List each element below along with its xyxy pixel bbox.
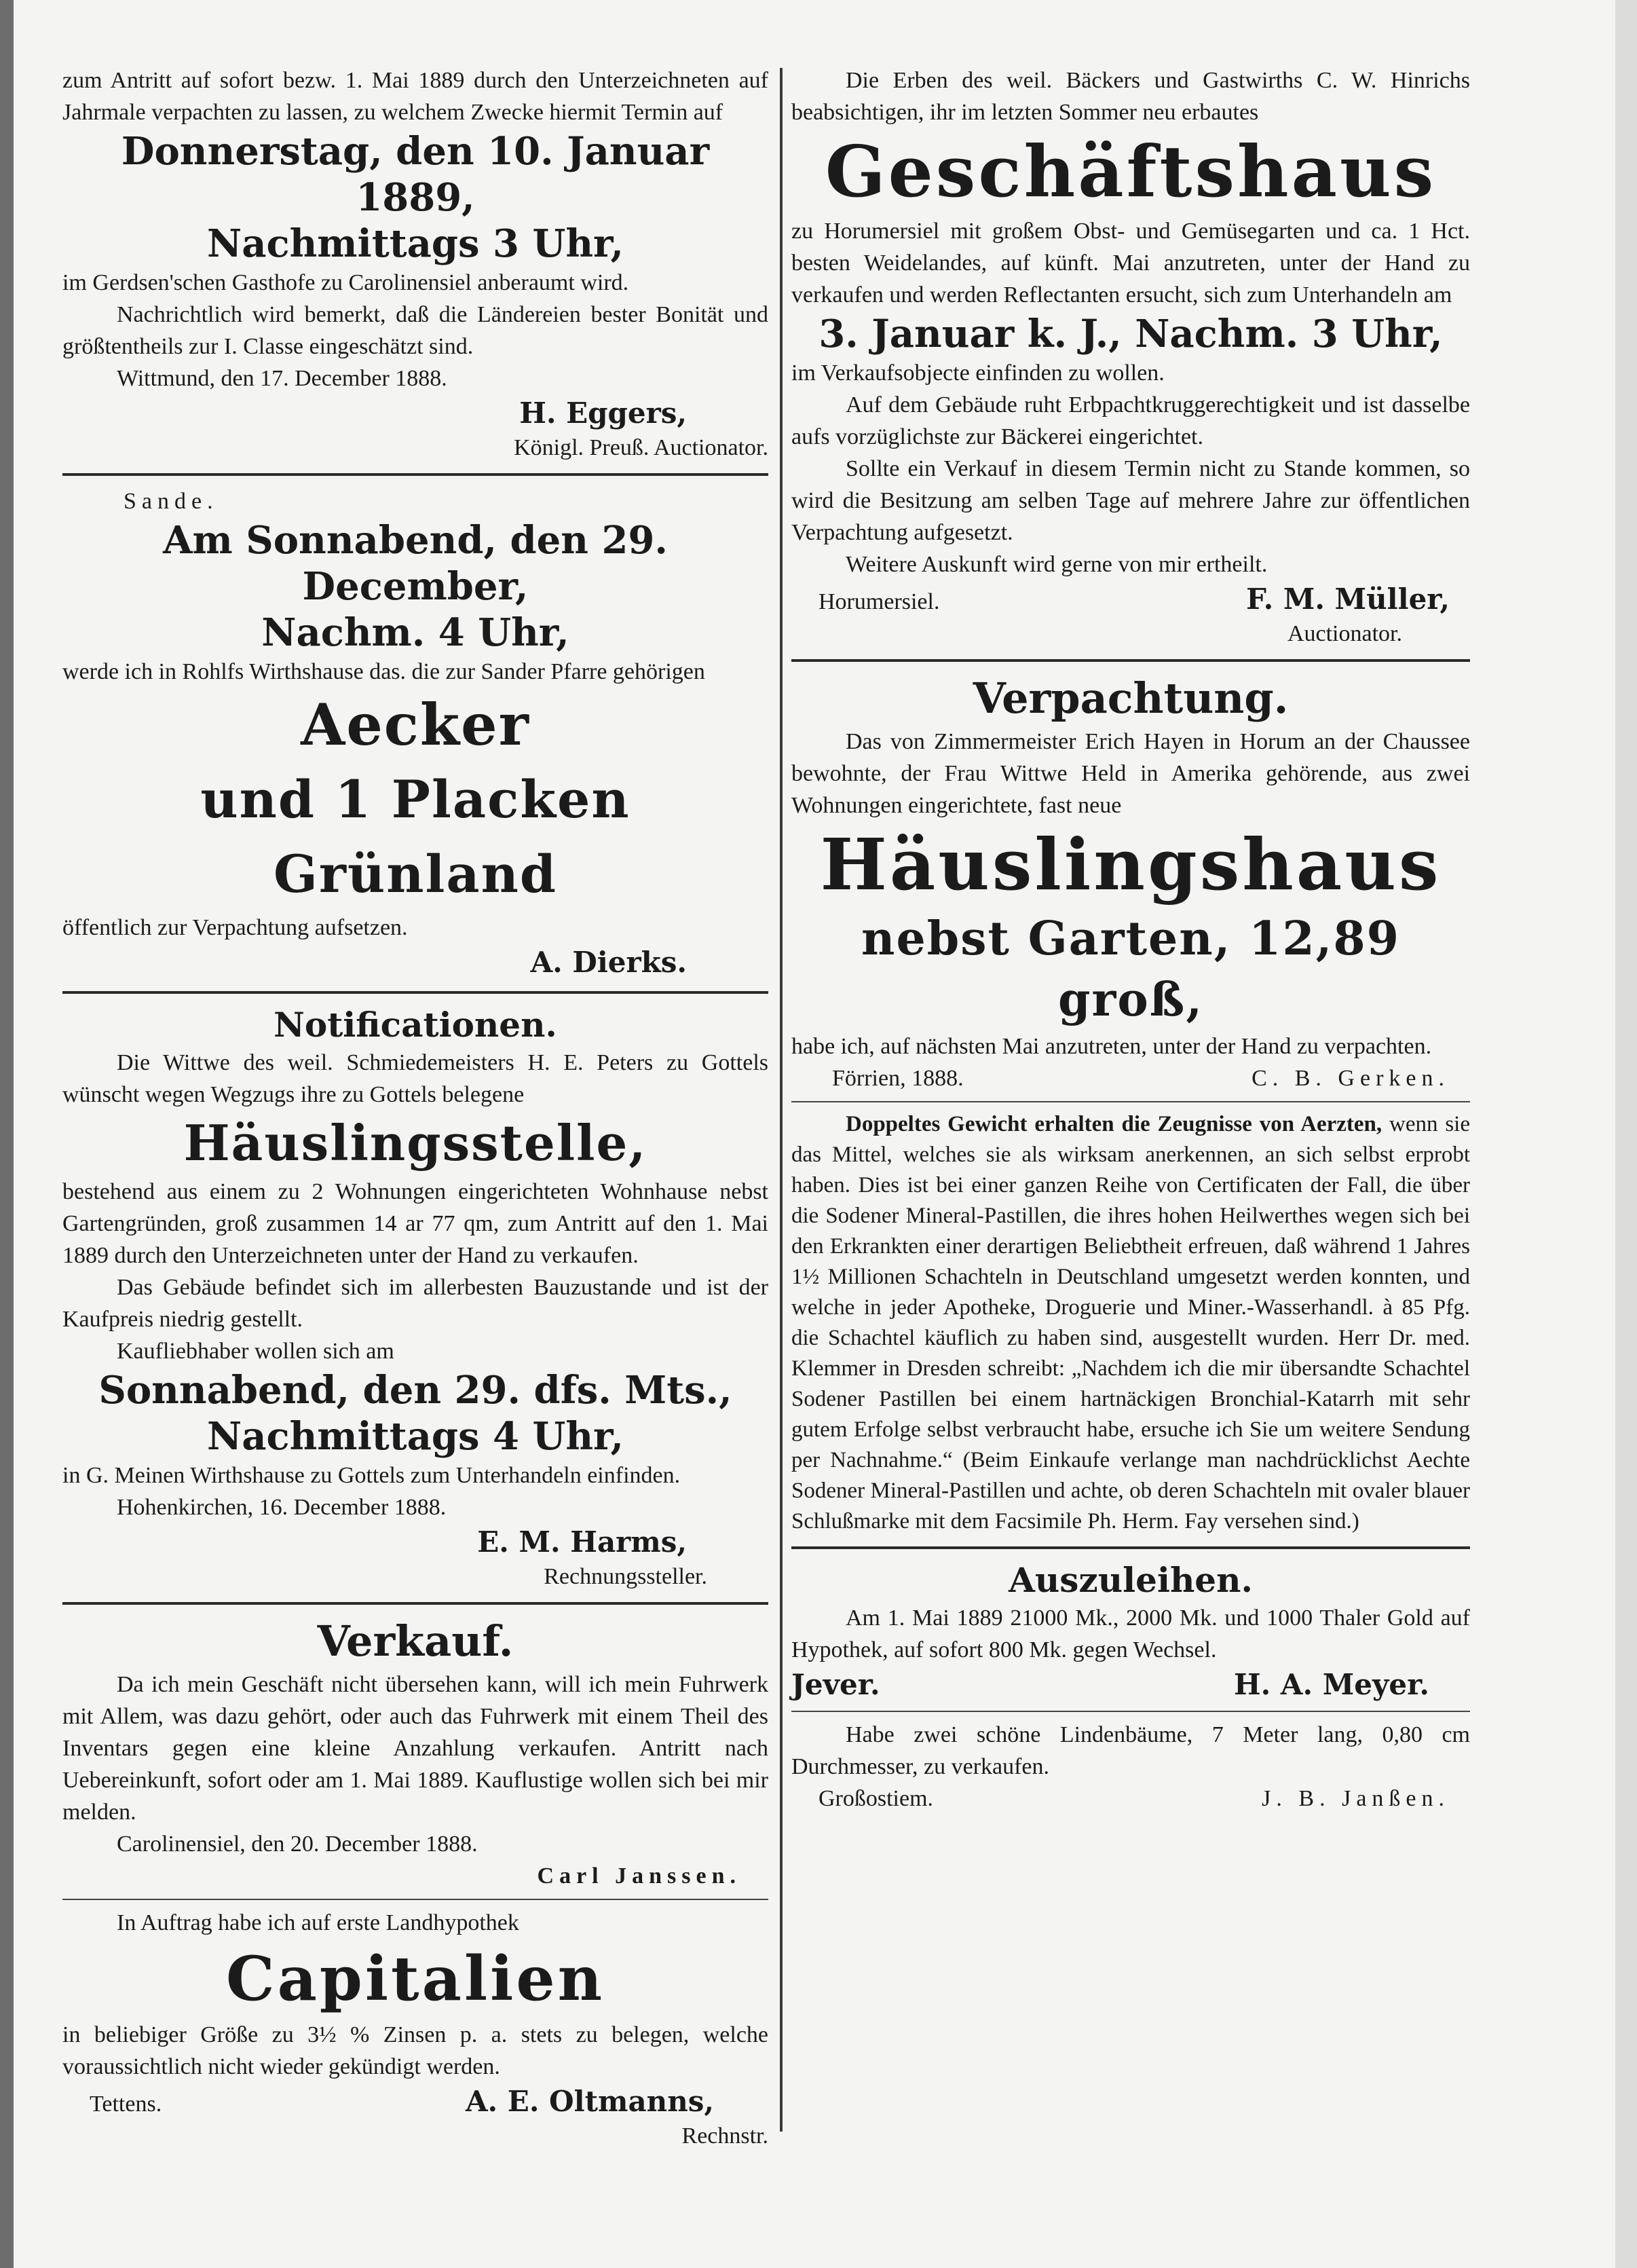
ad-signer-title: Königl. Preuß. Auctionator. [514,435,768,460]
ad-text: werde ich in Rohlfs Wirthshause das. die zur Sander Pfarre gehörigen [62,659,705,684]
ad-date: Am Sonnabend, den 29. December, [163,518,668,609]
ad-signer: E. M. Harms, [477,1525,687,1559]
ad-dateline: Förrien, 1888. [832,1066,964,1091]
divider [62,991,768,994]
ad-signer-title: Auctionator. [1287,621,1402,646]
capital-notice-oltmanns [62,1907,768,2152]
ad-signature-row [791,1783,1470,1815]
sale-notice-mueller [791,64,1470,650]
ad-dateline: Carolinensiel, den 20. December 1888. [117,1832,478,1857]
ad-headline: Geschäftshaus [825,130,1437,213]
ad-intro: Die Erben des weil. Bäckers und Gastwirths C. W. Hinrichs beabsichtigen, ihr im letzten Sommer neu erbautes [791,68,1470,125]
left-column [62,64,768,2152]
ad-intro: In Auftrag habe ich auf erste Landhypothek [117,1910,519,1935]
ad-headline-2: nebst Garten, 12,89 groß, [861,912,1400,1027]
ad-headline: Häuslingshaus [820,823,1442,906]
sale-notice-janszen [791,1719,1470,1815]
ad-title: Verkauf. [317,1616,514,1666]
ad-dateline: Wittmund, den 17. December 1888. [117,366,447,391]
ad-intro: zum Antritt auf sofort bezw. 1. Mai 1889 durch den Unterzeichneten auf Jahrmale verpachten zu lassen, zu welchem Zwecke hiermit Termin auf [62,68,768,125]
ad-headline-2: und 1 Placken Grünland [200,769,631,904]
lease-notice-eggers [62,64,768,464]
column-rule [780,68,783,2132]
divider [62,1899,768,1900]
ad-signer-title: Rechnungssteller. [544,1564,707,1589]
ad-date: Donnerstag, den 10. Januar 1889, [121,129,710,220]
lease-notice-dierks [62,485,768,982]
ad-signature-row [791,580,1470,618]
notice-harms [62,1003,768,1593]
divider [62,1602,768,1605]
divider [62,473,768,476]
page-edge [1615,0,1637,2268]
divider [791,1101,1470,1102]
ad-place: im Gerdsen'schen Gasthofe zu Carolinensiel anberaumt wird. [62,270,629,295]
ad-headline: Häuslingsstelle, [183,1114,647,1172]
ad-signer: A. E. Oltmanns, [465,2085,714,2118]
ad-text-4: Weitere Auskunft wird gerne von mir ertheilt. [846,552,1268,577]
ad-text: habe ich, auf nächsten Mai anzutreten, unter der Hand zu verpachten. [791,1034,1432,1059]
ad-signer: J. B. Janßen. [1262,1786,1450,1811]
ad-intro: Das von Zimmermeister Erich Hayen in Horum an der Chaussee bewohnte, der Frau Wittwe Held in Amerika gehörende, aus zwei Wohnungen eingerichtete, fast neue [791,729,1470,818]
ad-title: Verpachtung. [973,673,1289,723]
ad-text: Am 1. Mai 1889 21000 Mk., 2000 Mk. und 1000 Thaler Gold auf Hypothek, auf sofort 800 Mk. gegen Wechsel. [791,1605,1470,1662]
ad-time: Nachmittags 3 Uhr, [207,221,624,266]
ad-place: Tettens. [90,2092,162,2117]
ad-text-2: Das Gebäude befindet sich im allerbesten Bauzustande und ist der Kaufpreis niedrig gestellt. [62,1275,768,1332]
loan-notice-meyer [791,1559,1470,1704]
ad-text: wenn sie das Mittel, welches sie als wirksam anerkennen, an sich selbst erprobt haben. Dies ist bei einer ganzen Reihe von Certificaten der Fall, die über die Sodener Mineral-Pastillen, die ihres hohen Heilwerthes wegen sich bei den Erkrankten einer derartigen Beliebtheit erfreuen, daß während 1 Jahres 1½ Millionen Schachteln in Deutschland umgesetzt werden konnten, und welche in jeder Apotheke, Droguerie und Miner.-Wasserhandl. à 85 Pfg. die Schachtel käuflich zu haben sind, ausgestellt wurden. Herr Dr. med. Klemmer in Dresden schreibt: „Nachdem ich die mir übersandte Schachtel Sodener Pastillen bei einem hartnäckigen Bronchial-Katarrh mit sehr gutem Erfolge selbst verbraucht habe, ersuche ich Sie um weitere Sendung per Nachnahme.“ (Beim Einkaufe verlange man nachdrücklichst Aechte Sodener Mineral-Pastillen und achte, ob deren Schachteln mit ovaler blauer Schlußmarke mit dem Facsimile Ph. Herm. Fay versehen sind.) [791,1112,1470,1533]
divider [791,1711,1470,1712]
ad-text-3: Sollte ein Verkauf in diesem Termin nicht zu Stande kommen, so wird die Besitzung am selben Tage auf mehrere Jahre zur öffentlichen Verpachtung aufgesetzt. [791,456,1470,545]
ad-dateline: Hohenkirchen, 16. December 1888. [117,1495,447,1520]
ad-text-2: Auf dem Gebäude ruht Erbpachtkruggerechtigkeit und ist dasselbe aufs vorzüglichste zur Bäckerei eingerichtet. [791,392,1470,449]
ad-signer: F. M. Müller, [1246,582,1450,616]
ad-place: Großostiem. [818,1786,934,1811]
ad-signature-row [62,2083,768,2121]
ad-date: 3. Januar k. J., Nachm. 3 Uhr, [818,312,1443,356]
ad-place: im Verkaufsobjecte einfinden zu wollen. [791,360,1165,386]
ad-time: Nachm. 4 Uhr, [261,610,569,655]
divider [791,1546,1470,1549]
divider [791,659,1470,662]
ad-text-3: Kaufliebhaber wollen sich am [117,1339,394,1364]
scan-edge [0,0,14,2268]
ad-signer: Carl Janssen. [537,1863,741,1889]
ad-text: Habe zwei schöne Lindenbäume, 7 Meter lang, 0,80 cm Durchmesser, zu verkaufen. [791,1722,1470,1779]
ad-text: Da ich mein Geschäft nicht übersehen kann, will ich mein Fuhrwerk mit Allem, was dazu gehört, oder auch das Fuhrwerk mit einem Theil des Inventars gegen eine kleine Anzahlung verkaufen. Antritt nach Uebereinkunft, sofort oder am 1. Mai 1889. Kauflustige wollen sich bei mir melden. [62,1672,768,1825]
lease-notice-gerken [791,671,1470,1094]
ad-text: zu Horumersiel mit großem Obst- und Gemüsegarten und ca. 1 Hct. besten Weidelandes, auf künft. Mai anzutreten, unter der Hand zu verkaufen und werden Reflectanten ersucht, sich zum Unterhandeln am [791,219,1470,308]
ad-title: Notificationen. [274,1005,557,1045]
ad-note: Nachrichtlich wird bemerkt, daß die Ländereien bester Bonität und größtentheils zur I. Classe eingeschätzt sind. [62,302,768,359]
ad-title: Auszuleihen. [1009,1560,1253,1600]
ad-signature-row [791,1062,1470,1094]
ad-text: bestehend aus einem zu 2 Wohnungen eingerichteten Wohnhause nebst Gartengründen, groß zusammen 14 ar 77 qm, zum Antritt auf den 1. Mai 1889 durch den Unterzeichneten unter der Hand zu verkaufen. [62,1179,768,1268]
ad-signer: H. Eggers, [519,396,687,430]
ad-place: Jever. [791,1668,880,1701]
ad-lead: Doppeltes Gewicht erhalten die Zeugnisse von Aerzten, [846,1112,1382,1136]
ad-signer-title: Rechnstr. [681,2123,768,2149]
ad-place: in G. Meinen Wirthshause zu Gottels zum Unterhandeln einfinden. [62,1463,681,1488]
advert-sodener-pastillen [791,1109,1470,1537]
ad-location: Sande. [124,489,219,514]
ad-signer: A. Dierks. [530,946,687,979]
ad-text: in beliebiger Größe zu 3½ % Zinsen p. a. stets zu belegen, welche voraussichtlich nicht wieder gekündigt werden. [62,2022,768,2079]
ad-date: Sonnabend, den 29. dfs. Mts., [98,1368,732,1413]
ad-signer: C. B. Gerken. [1252,1066,1450,1091]
right-column [791,64,1470,1815]
ad-place-2: Horumersiel. [818,589,940,614]
sale-notice-janssen [62,1614,768,1892]
ad-text-2: öffentlich zur Verpachtung aufsetzen. [62,915,408,940]
ad-intro: Die Wittwe des weil. Schmiedemeisters H. E. Peters zu Gottels wünscht wegen Wegzugs ihre zu Gottels belegene [62,1050,768,1107]
ad-signer: H. A. Meyer. [1234,1668,1429,1701]
ad-time: Nachmittags 4 Uhr, [207,1414,624,1459]
ad-headline: Aecker [301,691,530,758]
ad-signature-row [791,1666,1470,1704]
ad-headline: Capitalien [225,1943,605,2015]
